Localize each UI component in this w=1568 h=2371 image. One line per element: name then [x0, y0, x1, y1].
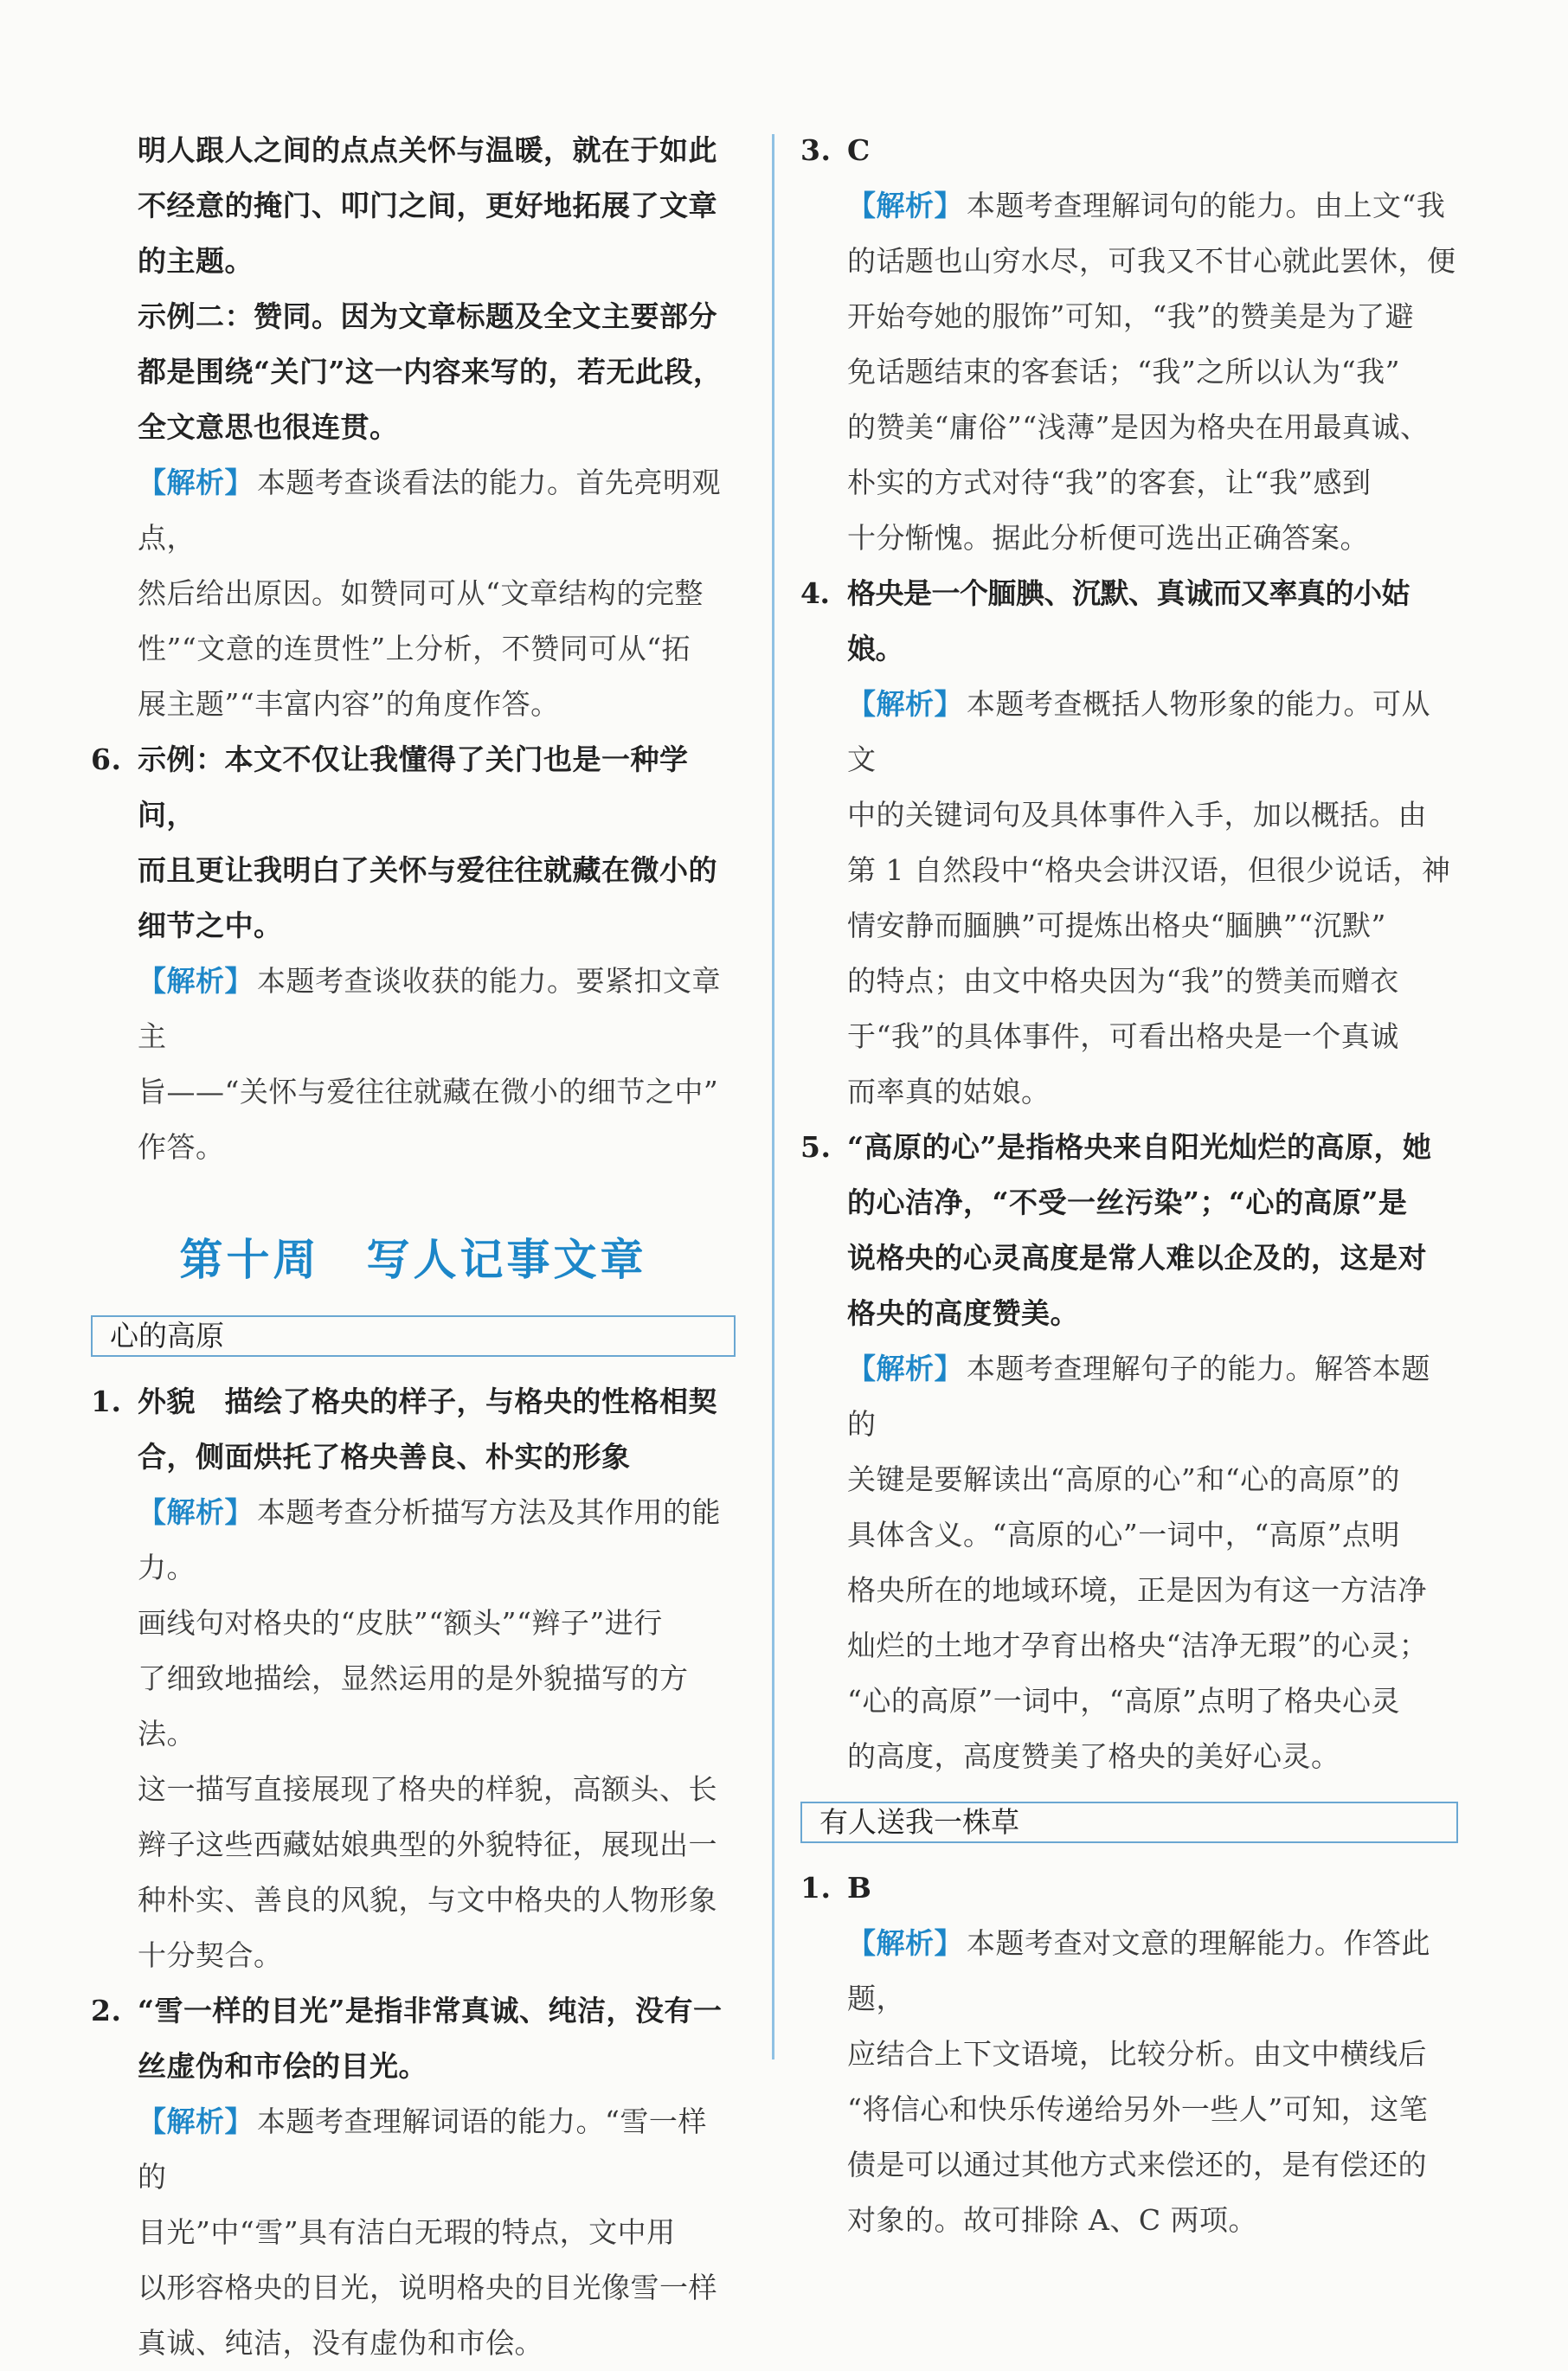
- s1-q1-analysis: 【解析】 本题考查分析描写方法及其作用的能力。 画线句对格央的“皮肤”“额头”“辫子”进行 了细致地描绘，显然运用的是外貌描写的方法。 这一描写直接展现了格央的样貌，高额头、长 辫子这些西藏姑娘典型的外貌特征，展现出一 种朴实、善良的风貌，与文中格央的人物形象 十分契合。: [138, 1495, 721, 1972]
- question-number: 3.: [800, 133, 832, 167]
- analysis-tag: 【解析】: [138, 466, 254, 499]
- analysis-tag: 【解析】: [138, 2104, 254, 2138]
- analysis-tag: 【解析】: [138, 1495, 254, 1529]
- question-number: 1.: [800, 1871, 832, 1905]
- s1-q5-analysis: 【解析】 本题考查理解句子的能力。解答本题的 关键是要解读出“高原的心”和“心的高原”的 具体含义。“高原的心”一词中，“高原”点明 格央所在的地域环境，正是因为有这一方洁净 灿烂的土地才孕育出格央“洁净无瑕”的心灵； “心的高原”一词中，“高原”点明了格央心灵 的高度，高度赞美了格央的美好心灵。: [847, 1352, 1430, 1773]
- column-divider: [772, 134, 774, 2059]
- question-number: 6.: [91, 742, 122, 776]
- analysis-tag: 【解析】: [847, 189, 963, 222]
- s1-q1-answer: 1. 外貌 描绘了格央的样子，与格央的性格相契 合，侧面烘托了格央善良、朴实的形象: [91, 1374, 736, 1485]
- s1-q4-answer: 4. 格央是一个腼腆、沉默、真诚而又率真的小姑娘。: [800, 566, 1458, 677]
- question-number: 2.: [91, 1994, 122, 2027]
- s1-q5-answer: 5. “高原的心”是指格央来自阳光灿烂的高原，她 的心洁净，“不受一丝污染”；“心的高原”是 说格央的心灵高度是常人难以企及的，这是对 格央的高度赞美。: [800, 1120, 1458, 1341]
- s1-q2-analysis: 【解析】 本题考查理解词语的能力。“雪一样的 目光”中“雪”具有洁白无瑕的特点，文中用 以形容格央的目光，说明格央的目光像雪一样 真诚、纯洁，没有虚伪和市侩。: [138, 2104, 717, 2360]
- q5-answer-continued: 明人跟人之间的点点关怀与温暖，就在于如此 不经意的掩门、叩门之间，更好地拓展了文章 的主题。 示例二：赞同。因为文章标题及全文主要部分 都是围绕“关门”这一内容来写的，若无此段， 全文意思也很连贯。: [138, 133, 723, 444]
- q6-answer: 6. 示例：本文不仅让我懂得了关门也是一种学问， 而且更让我明白了关怀与爱往往就藏在微小的 细节之中。: [91, 732, 736, 954]
- week-title: 第十周 写人记事文章: [179, 1234, 647, 1285]
- right-column: [800, 123, 1458, 2248]
- q6-analysis: 【解析】 本题考查谈收获的能力。要紧扣文章主 旨——“关怀与爱往往就藏在微小的细节之中” 作答。: [138, 964, 721, 1164]
- section-heading-someone-gave-me-grass: 有人送我一株草: [800, 1802, 1458, 1843]
- left-column: [91, 123, 736, 2371]
- analysis-tag: 【解析】: [138, 964, 254, 998]
- s1-q4-analysis: 【解析】 本题考查概括人物形象的能力。可从文 中的关键词句及具体事件入手，加以概括。由 第 1 自然段中“格央会讲汉语，但很少说话，神 情安静而腼腆”可提炼出格央“腼腆”“沉默” 的特点；由文中格央因为“我”的赞美而赠衣 于“我”的具体事件，可看出格央是一个真诚 而率真的姑娘。: [847, 687, 1451, 1108]
- analysis-tag: 【解析】: [847, 1352, 963, 1385]
- question-number: 4.: [800, 576, 830, 610]
- s1-q2-answer: 2. “雪一样的目光”是指非常真诚、纯洁，没有一 丝虚伪和市侩的目光。: [91, 1983, 736, 2094]
- section-heading-heart-plateau: 心的高原: [91, 1315, 736, 1357]
- s1-q3-analysis: 【解析】 本题考查理解词句的能力。由上文“我 的话题也山穷水尽，可我又不甘心就此罢休，便 开始夸她的服饰”可知，“我”的赞美是为了避 免话题结束的客套话；“我”之所以认为“我” 的赞美“庸俗”“浅薄”是因为格央在用最真诚、 朴实的方式对待“我”的客套，让“我”感到 十分惭愧。据此分析便可选出正确答案。: [847, 189, 1456, 555]
- s2-q1-answer: 1. B: [800, 1860, 1458, 1916]
- question-number: 1.: [91, 1385, 122, 1418]
- analysis-tag: 【解析】: [847, 1926, 963, 1960]
- s1-q3-answer: 3. C: [800, 123, 1458, 178]
- question-number: 5.: [800, 1130, 832, 1164]
- q5-analysis: 【解析】 本题考查谈看法的能力。首先亮明观点， 然后给出原因。如赞同可从“文章结构的完整 性”“文意的连贯性”上分析，不赞同可从“拓 展主题”“丰富内容”的角度作答。: [138, 466, 721, 721]
- s2-q1-analysis: 【解析】 本题考查对文意的理解能力。作答此题， 应结合上下文语境，比较分析。由文中横线后 “将信心和快乐传递给另外一些人”可知，这笔 债是可以通过其他方式来偿还的，是有偿还的 对象的。故可排除 A、C 两项。: [847, 1926, 1430, 2237]
- analysis-tag: 【解析】: [847, 687, 963, 721]
